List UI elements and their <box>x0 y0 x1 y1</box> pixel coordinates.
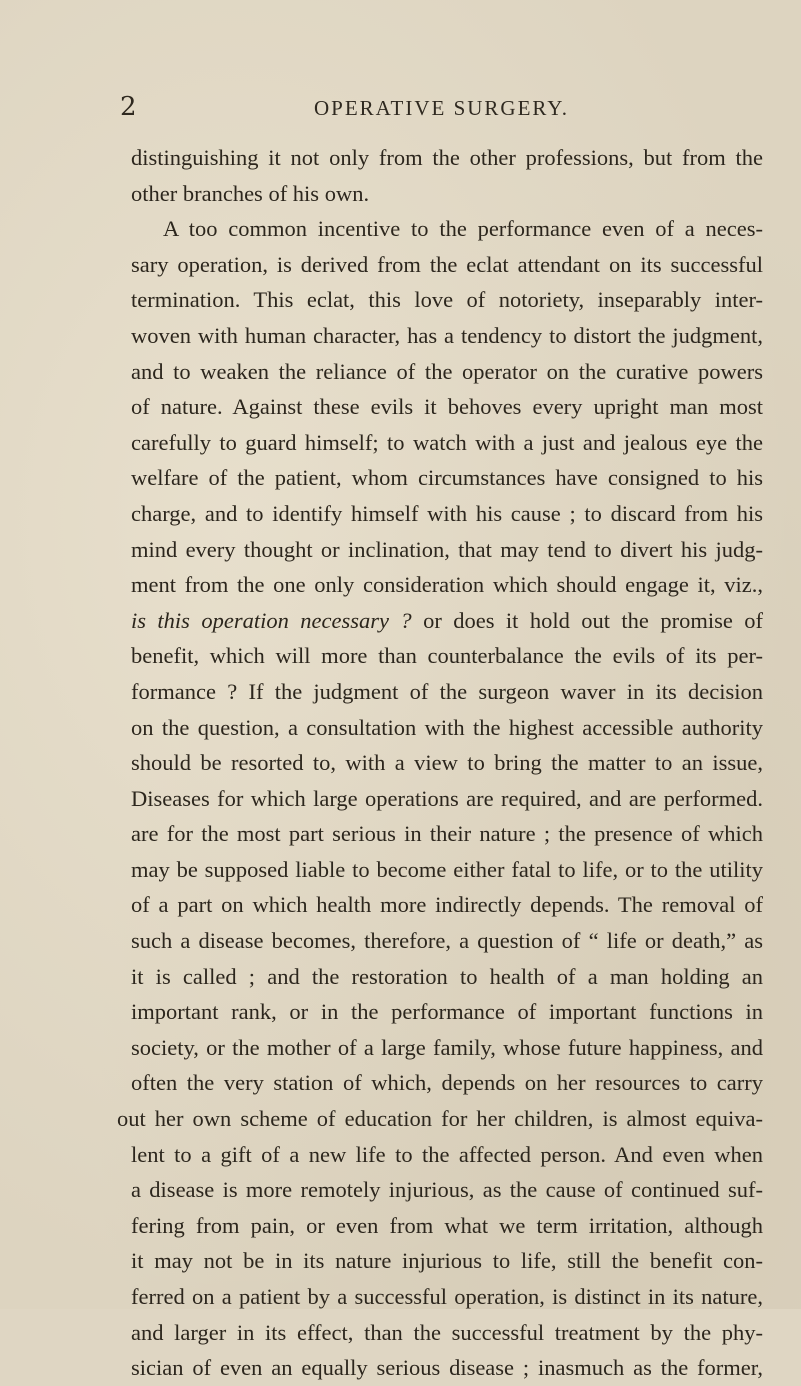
text-line: ferred on a patient by a successful operation, is distinct in its nature, <box>131 1284 763 1309</box>
text-line: Diseases for which large operations are required, and are performed. <box>131 785 763 811</box>
text-line: other branches of his own. <box>131 180 370 206</box>
text-line: should be resorted to, with a view to bring the matter to an issue, <box>131 750 763 776</box>
body-text <box>117 140 763 1386</box>
text-line: welfare of the patient, whom circumstances have consigned to his <box>131 465 763 491</box>
text-line: distinguishing it not only from the other professions, but from the <box>131 145 763 170</box>
text-line: and to weaken the reliance of the operator on the curative powers <box>131 358 763 384</box>
text-line: and larger in its effect, than the successful treatment by the phy- <box>131 1319 763 1345</box>
text-line: society, or the mother of a large family, whose future happiness, and <box>131 1034 763 1060</box>
text-line: formance ? If the judgment of the surgeon waver in its decision <box>131 678 763 704</box>
text-line: of a part on which health more indirectly depends. The removal of <box>131 892 763 918</box>
text-line: woven with human character, has a tendency to distort the judgment, <box>131 322 763 348</box>
text-line: are for the most part serious in their nature ; the presence of which <box>131 821 763 847</box>
text-line: charge, and to identify himself with his cause ; to discard from his <box>131 500 763 526</box>
text-line: fering from pain, or even from what we term irritation, although <box>131 1212 763 1238</box>
text-line: important rank, or in the performance of important functions in <box>131 999 763 1025</box>
text-line: termination. This eclat, this love of notoriety, inseparably inter- <box>131 287 763 313</box>
running-head: OPERATIVE SURGERY. <box>314 96 569 120</box>
text-line: sary operation, is derived from the eclat attendant on its successful <box>131 251 763 277</box>
text-line: A too common incentive to the performance even of a neces- <box>163 216 763 242</box>
text-line: it may not be in its nature injurious to life, still the benefit con- <box>131 1248 763 1274</box>
text-line: is this operation necessary ? or does it hold out the promise of <box>131 607 763 633</box>
text-line: out her own scheme of education for her children, is almost equiva- <box>117 1106 763 1132</box>
text-line: sician of even an equally serious disease ; inasmuch as the former, <box>131 1355 763 1381</box>
text-line: on the question, a consultation with the highest accessible authority <box>131 714 763 740</box>
text-line: such a disease becomes, therefore, a question of “ life or death,” as <box>131 928 763 954</box>
page-number: 2 <box>120 92 137 122</box>
page-header <box>0 92 801 122</box>
text-line: benefit, which will more than counterbalance the evils of its per- <box>131 643 763 669</box>
text-line: often the very station of which, depends on her resources to carry <box>131 1070 763 1096</box>
text-line: a disease is more remotely injurious, as the cause of continued suf- <box>131 1177 763 1203</box>
text-line: mind every thought or inclination, that may tend to divert his judg- <box>131 536 763 562</box>
italic-phrase: is this operation necessary ? <box>131 607 412 633</box>
text-line: ment from the one only consideration which should engage it, viz., <box>131 572 763 598</box>
text-line: it is called ; and the restoration to health of a man holding an <box>131 963 763 989</box>
text-line: carefully to guard himself; to watch with a just and jealous eye the <box>131 429 763 455</box>
text-line: of nature. Against these evils it behoves every upright man most <box>131 394 763 420</box>
text-line: may be supposed liable to become either fatal to life, or to the utility <box>131 856 763 882</box>
text-line: lent to a gift of a new life to the affected person. And even when <box>131 1141 763 1167</box>
